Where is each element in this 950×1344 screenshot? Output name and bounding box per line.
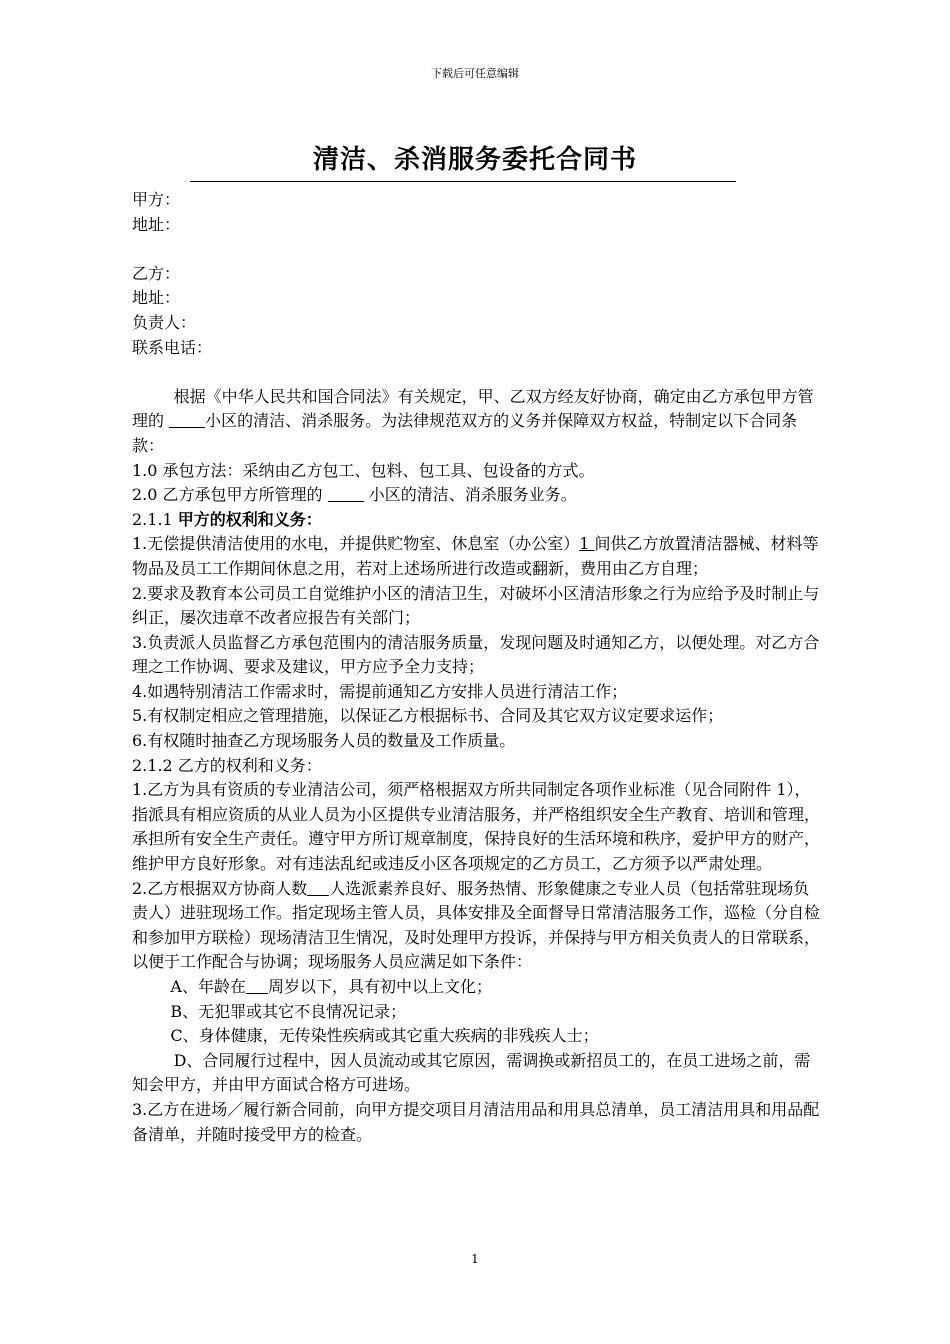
condition-c: C、身体健康，无传染性疾病或其它重大疾病的非残疾人士； [170,1026,599,1046]
blank-community-name-2 [328,484,364,502]
party-a-address-label: 地址： [132,214,181,234]
room-count: 1 [579,534,595,554]
header-note: 下载后可任意编辑 [431,67,519,80]
document-body [132,188,822,1147]
party-a-item-4: 4.如遇特别清洁工作需求时，需提前通知乙方安排人员进行清洁工作； [132,681,628,701]
party-b-item-2 [132,877,822,975]
party-a-item-6: 6.有权随时抽查乙方现场服务人员的数量及工作质量。 [132,731,516,751]
condition-b: B、无犯罪或其它不良情况记录； [170,1001,407,1021]
title-underline [190,181,736,182]
condition-a [132,975,822,1000]
clause-2-0-text-1: 2.0 乙方承包甲方所管理的 [132,485,328,505]
condition-d: D、合同履行过程中，因人员流动或其它原因，需调换或新招员工的，在员工进场之前，需知会甲方，并由甲方面试合格方可进场。 [132,1050,811,1095]
cond-text-2: 周岁以下，具有初中以上文化； [267,977,492,996]
intro-text-1: 根据《中华人民共和国合同法》有关规定，甲、乙双方经友好协商，确定由乙方承包甲方管理的 [132,386,814,431]
blank-staff-count [307,878,329,896]
party-a-item-1 [132,532,822,581]
item-text-2: 间供乙方放置清洁器械、材料等物品及员工工作期间休息之用，若对上述场所进行改造或翻新，费用由乙方自理； [132,534,819,578]
party-a-item-3: 3.负责派人员监督乙方承包范围内的清洁服务质量，发现问题及时通知乙方，以便处理。对乙方合理之工作协调、要求及建议，甲方应予全力支持； [132,632,820,677]
intro-paragraph [132,385,822,459]
party-a-item-2: 2.要求及教育本公司员工自觉维护小区的清洁卫生，对破坏小区清洁形象之行为应给予及时制止与纠正，屡次违章不改者应报告有关部门； [132,583,820,628]
blank-community-name [169,410,205,428]
item-text-2: 人选派素养良好、服务热情、形象健康之专业人员（包括常驻现场负责人）进驻现场工作。指定现场主管人员，具体安排及全面督导日常清洁服务工作，巡检（分自检和参加甲方联检）现场清洁卫生情况，及时处理甲方投诉，并保持与甲方相关负责人的日常联系，以便于工作配合与协调；现场服务人员应满足如下条件： [132,878,821,972]
party-b-responsible-label: 负责人： [132,312,197,332]
section-number: 2.1.1 [132,509,178,529]
party-b-label: 乙方： [132,263,181,283]
item-text-1: 2.乙方根据双方协商人数 [132,878,308,898]
party-a-item-5: 5.有权制定相应之管理措施，以保证乙方根据标书、合同及其它双方议定要求运作； [132,706,724,726]
intro-text-2: 小区的清洁、消杀服务。为法律规范双方的义务并保障双方权益，特制定以下合同条款： [132,411,798,455]
blank-age-limit [246,976,268,994]
party-b-phone-label: 联系电话： [132,337,213,357]
party-a-label: 甲方： [132,190,181,209]
spacer [132,237,822,262]
document-title: 清洁、杀消服务委托合同书 [312,145,637,175]
party-b-item-1: 1.乙方为具有资质的专业清洁公司，须严格根据双方所共同制定各项作业标准（见合同附件 1），指派具有相应资质的从业人员为小区提供专业清洁服务，并严格组织安全生产教育、培训和管理，承担所有安全生产责任。遵守甲方所订规章制度，保持良好的生活环境和秩序，爱护甲方的财产，维护甲方良好形象。对有违法乱纪或违反小区各项规定的乙方员工，乙方须予以严肃处理。 [132,780,821,874]
clause-1-0: 1.0 承包方法：采纳由乙方包工、包料、包工具、包设备的方式。 [132,460,595,480]
party-b-item-3: 3.乙方在进场／履行新合同前，向甲方提交项目月清洁用品和用具总清单，员工清洁用具和用品配备清单，并随时接受甲方的检查。 [132,1099,820,1144]
item-text-1: 1.无偿提供清洁使用的水电，并提供贮物室、休息室（办公室） [132,534,580,554]
spacer [132,360,822,385]
section-2-1-1-heading [132,508,822,533]
section-2-1-2-heading: 2.1.2 乙方的权利和义务： [132,755,322,775]
cond-text-1: A、年龄在 [170,977,246,996]
clause-2-0 [132,483,822,508]
clause-2-0-text-2: 小区的清洁、消杀服务业务。 [363,485,577,505]
page-number: 1 [471,1252,479,1266]
party-b-address-label: 地址： [132,288,181,308]
section-title: 甲方的权利和义务： [177,509,322,529]
